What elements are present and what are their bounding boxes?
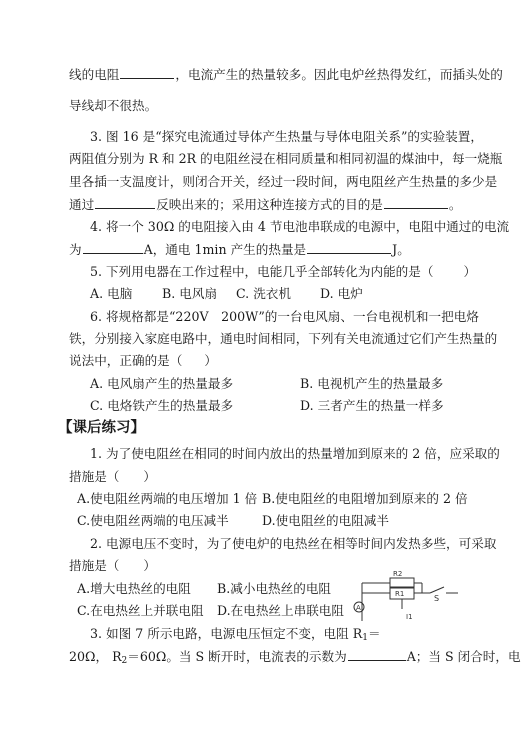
text: ） xyxy=(463,264,477,279)
q6-line-2 xyxy=(69,330,497,348)
q5-option-a[interactable]: A. 电脑 xyxy=(90,286,133,301)
text: 5. 下列用电器在工作过程中，电能几乎全部转化为内能的是（ xyxy=(90,264,434,279)
q4-line-1 xyxy=(90,218,509,236)
text: 反映出来的；采用这种连接方式的目的是 xyxy=(156,197,383,212)
p3-line-2 xyxy=(69,647,521,666)
p2-option-c[interactable]: C.在电热丝上并联电阻 xyxy=(77,603,204,618)
q3-line-4 xyxy=(69,195,461,214)
q4-line-2 xyxy=(69,240,410,259)
q6-line-1 xyxy=(90,308,479,326)
p2-line-1 xyxy=(90,535,496,553)
answer-blank[interactable] xyxy=(384,195,448,209)
text: 两阻值分别为 R 和 2R 的电阻丝浸在相同质量和相同初温的煤油中，每一烧瓶 xyxy=(69,151,503,166)
label-s: S xyxy=(434,594,440,603)
p1-line-1 xyxy=(90,445,500,463)
q6-line-3 xyxy=(69,352,217,370)
text: 为 xyxy=(69,242,82,257)
answer-blank[interactable] xyxy=(348,647,406,661)
label-r2: R2 xyxy=(393,570,403,578)
p2-option-b[interactable]: B.减小电热丝的电阻 xyxy=(217,581,332,596)
q5-option-b[interactable]: B. 电风扇 xyxy=(162,286,218,301)
text: 通过 xyxy=(69,197,95,212)
text: ＝ xyxy=(367,626,381,641)
answer-blank[interactable] xyxy=(95,195,155,209)
p1-option-a[interactable]: A.使电阻丝两端的电压增加 1 倍 xyxy=(77,491,258,506)
text: 线的电阻 xyxy=(69,67,120,82)
p2-line-2 xyxy=(69,557,156,575)
line-1 xyxy=(69,65,503,84)
text: 措施是（ xyxy=(69,558,120,573)
subscript: 2 xyxy=(121,656,128,666)
p2-option-a[interactable]: A.增大电热丝的电阻 xyxy=(77,581,191,596)
text: 2. 电源电压不变时，为了使电炉的电热丝在相等时间内发热多些，可采取 xyxy=(90,536,497,551)
text: A，通电 1min 产生的热量是 xyxy=(143,242,307,257)
text: A；当 S 闭合时，电 xyxy=(406,649,521,664)
p3-line-1 xyxy=(90,625,381,643)
text: 导线却不很热。 xyxy=(69,98,158,113)
q5-option-c[interactable]: C. 洗衣机 xyxy=(236,286,291,301)
q6-option-b[interactable]: B. 电视机产生的热量最多 xyxy=(300,376,444,391)
text: 里各插一支温度计，则闭合开关，经过一段时间，两电阻丝产生热量的多少是 xyxy=(69,174,498,189)
label-r1: R1 xyxy=(395,590,405,598)
q3-line-3 xyxy=(69,173,497,191)
text: 4. 将一个 30Ω 的电阻接入由 4 节电池串联成的电源中，电阻中通过的电流 xyxy=(90,219,510,234)
q3-line-2 xyxy=(69,150,502,168)
text: 3. 图 16 是“探究电流通过导体产生热量与导体电阻关系”的实验装置， xyxy=(90,129,483,144)
subscript: 1 xyxy=(362,633,368,643)
text: 6. 将规格都是“220V 200W”的一台电风扇、一台电视机和一把电烙 xyxy=(90,309,479,324)
text: 说法中，正确的是（ xyxy=(69,353,183,368)
text: 【课后练习】 xyxy=(58,420,145,436)
text: 。 xyxy=(448,197,462,212)
resistor-r2 xyxy=(390,578,414,587)
text: J。 xyxy=(392,242,410,257)
text: 1. 为了使电阻丝在相同的时间内放出的热量增加到原来的 2 倍，应采取的 xyxy=(90,446,500,461)
q5-option-d[interactable]: D. 电炉 xyxy=(320,286,363,301)
p2-option-d[interactable]: D.在电热丝上串联电阻 xyxy=(217,603,344,618)
q6-option-d[interactable]: D. 三者产生的热量一样多 xyxy=(300,398,444,413)
text: ） xyxy=(143,469,156,484)
text: ） xyxy=(204,353,217,368)
circuit-diagram xyxy=(350,565,462,627)
text: 措施是（ xyxy=(69,469,120,484)
label-a: A xyxy=(356,604,361,612)
p1-option-b[interactable]: B.使电阻丝的电阻增加到原来的 2 倍 xyxy=(262,491,468,506)
text: ，电流产生的热量较多。因此电炉丝热得发红，而插头处的 xyxy=(175,67,503,82)
text: 铁，分别接入家庭电路中，通电时间相同，下列有关电流通过它们产生热量的 xyxy=(69,331,498,346)
q5-line xyxy=(90,263,476,281)
p1-line-2 xyxy=(69,468,156,486)
q6-option-c[interactable]: C. 电烙铁产生的热量最多 xyxy=(90,398,234,413)
text: ） xyxy=(143,558,156,573)
answer-blank[interactable] xyxy=(120,65,174,79)
switch-s xyxy=(430,587,444,593)
line-2 xyxy=(69,97,157,115)
q3-line-1 xyxy=(90,128,483,146)
p1-option-c[interactable]: C.使电阻丝两端的电压减半 xyxy=(77,513,229,528)
text: ＝60Ω。当 S 断开时，电流表的示数为 xyxy=(127,649,347,664)
text: 20Ω， R xyxy=(69,649,122,664)
answer-blank[interactable] xyxy=(83,240,143,254)
answer-blank[interactable] xyxy=(307,240,391,254)
figure-label: I1 xyxy=(406,613,413,621)
text: 3. 如图 7 所示电路，电源电压恒定不变，电阻 R xyxy=(90,626,363,641)
p1-option-d[interactable]: D.使电阻丝的电阻减半 xyxy=(262,513,389,528)
q6-option-a[interactable]: A. 电风扇产生的热量最多 xyxy=(90,376,234,391)
section-heading xyxy=(58,419,145,437)
